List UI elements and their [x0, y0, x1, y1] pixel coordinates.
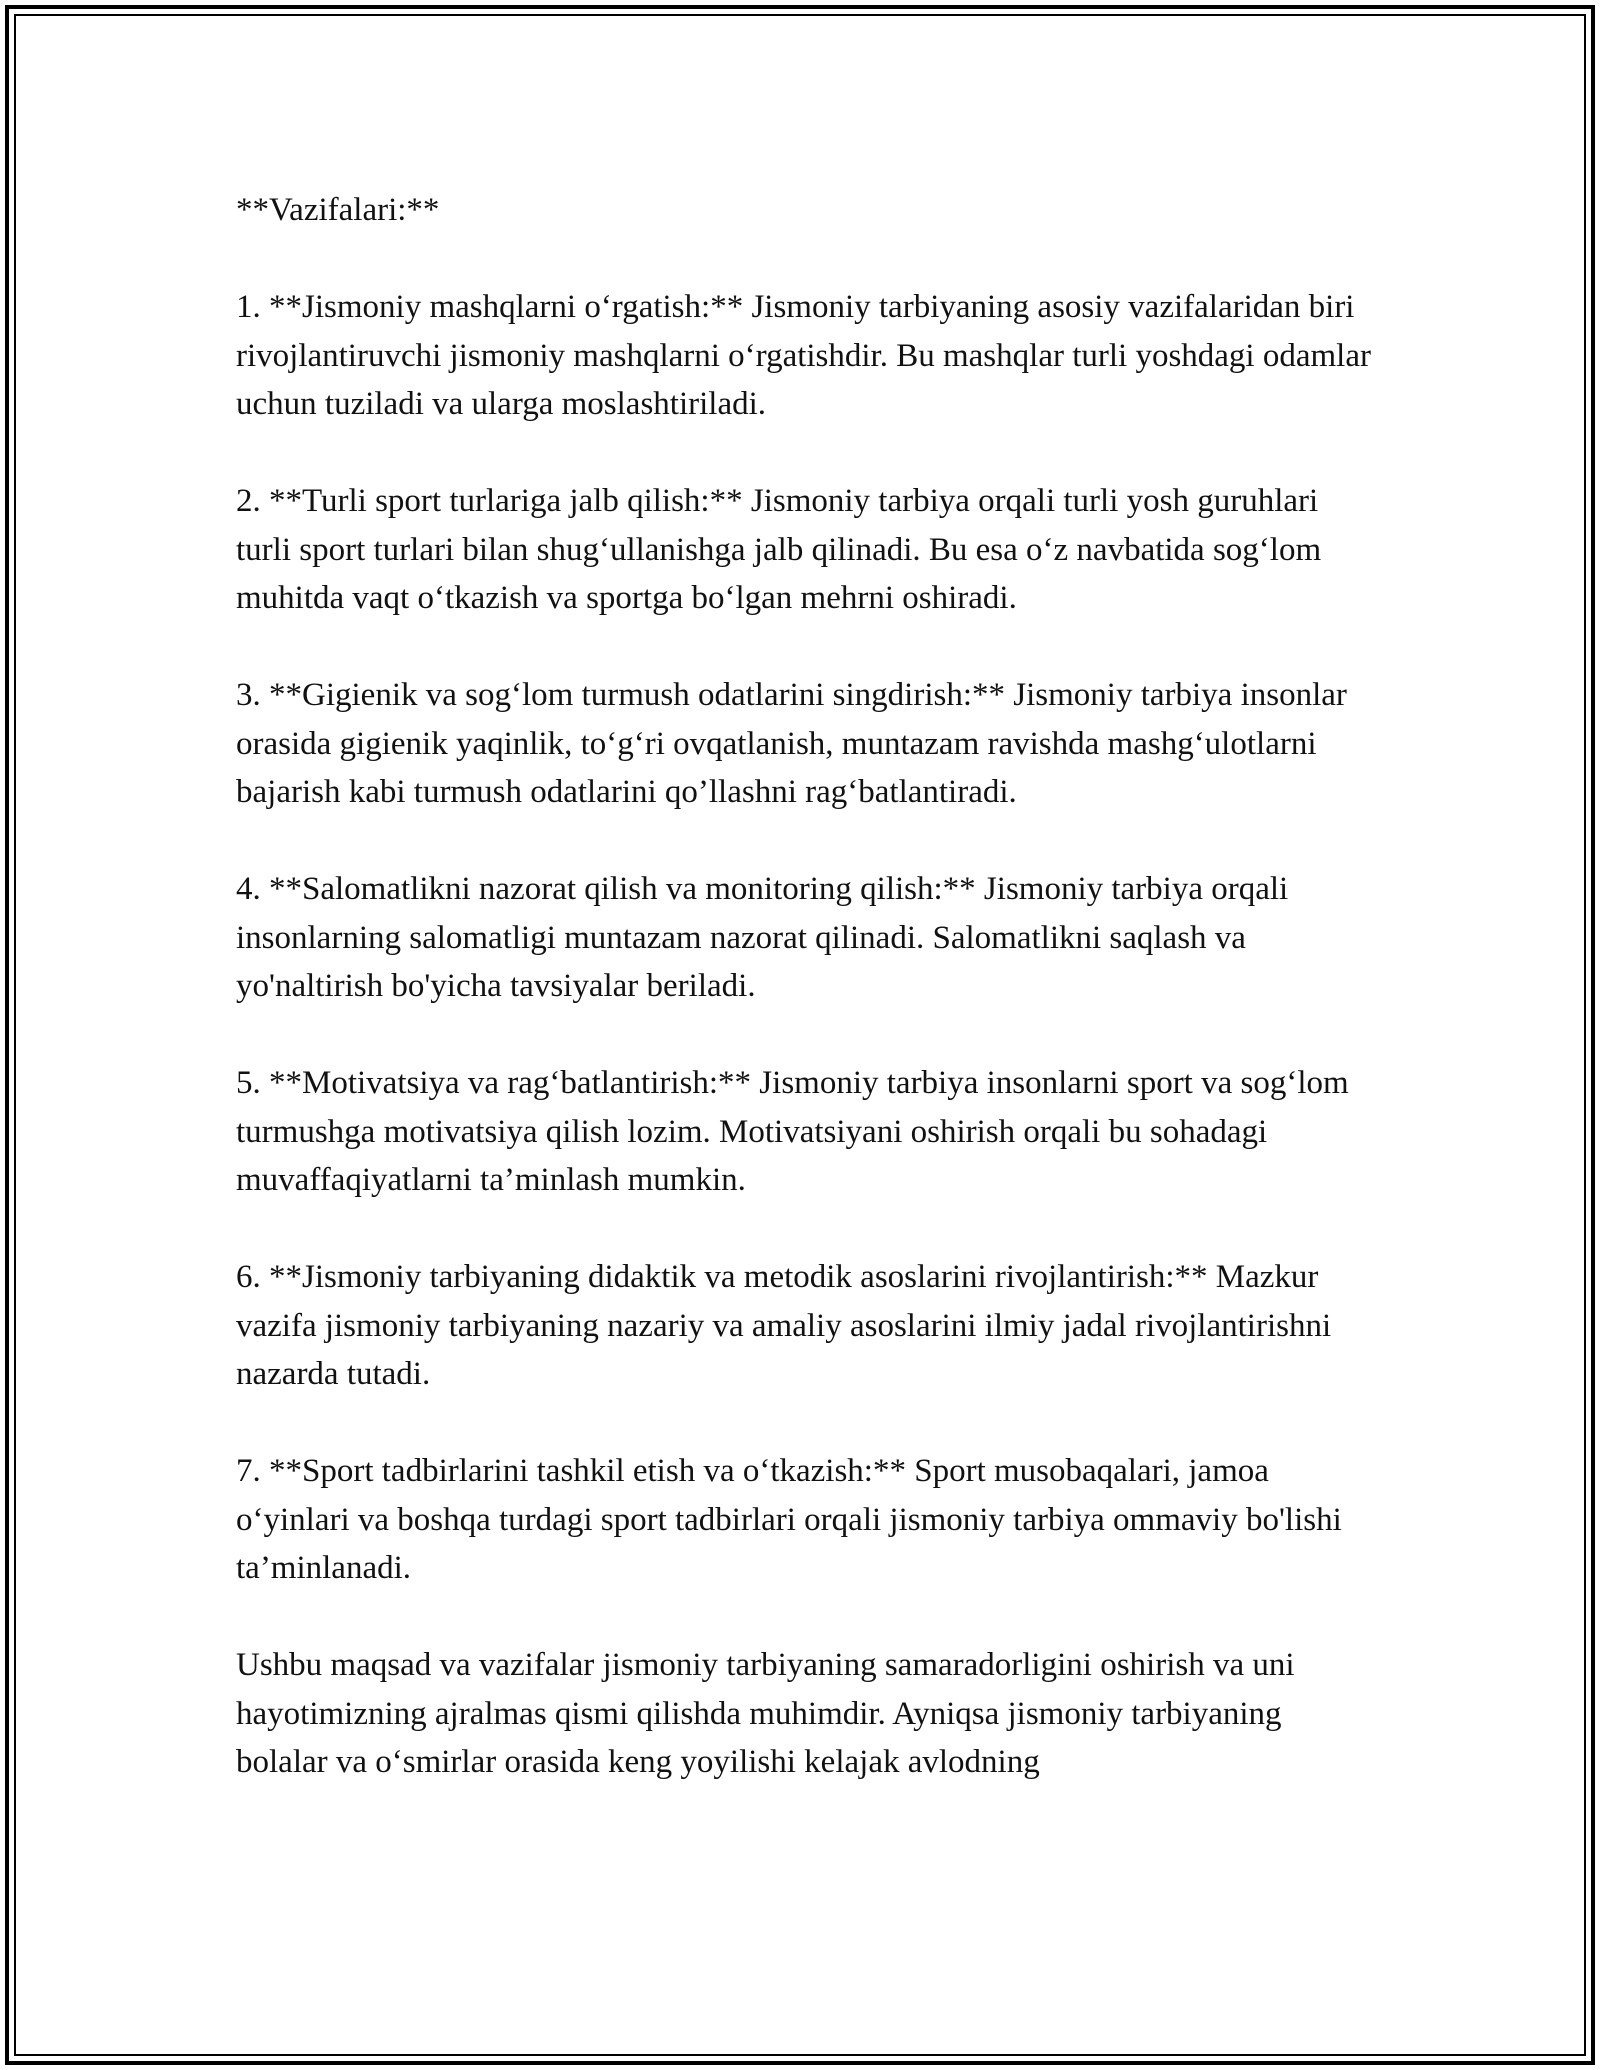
task-item-6: 6. **Jismoniy tarbiyaning didaktik va metodik asoslarini rivojlantirish:** Mazkur vazifa jismoniy tarbiyaning nazariy va amaliy asoslarini ilmiy jadal rivojlantirishni nazarda tutadi.: [236, 1259, 1332, 1392]
conclusion-paragraph: Ushbu maqsad va vazifalar jismoniy tarbiyaning samaradorligini oshirish va uni hayotimizning ajralmas qismi qilishda muhimdir. Ayniqsa jismoniy tarbiyaning bolalar va o‘smirlar orasida keng yoyilishi kelajak avlodning: [236, 1647, 1295, 1780]
task-item-7: 7. **Sport tadbirlarini tashkil etish va o‘tkazish:** Sport musobaqalari, jamoa o‘yinlari va boshqa turdagi sport tadbirlari orqali jismoniy tarbiya ommaviy bo'lishi ta’minlanadi.: [236, 1453, 1342, 1586]
task-item-1: 1. **Jismoniy mashqlarni o‘rgatish:** Jismoniy tarbiyaning asosiy vazifalaridan biri rivojlantiruvchi jismoniy mashqlarni o‘rgatishdir. Bu mashqlar turli yoshdagi odamlar uchun tuziladi va ularga moslashtiriladi.: [236, 289, 1371, 422]
section-heading: **Vazifalari:**: [236, 192, 440, 228]
task-item-2: 2. **Turli sport turlariga jalb qilish:** Jismoniy tarbiya orqali turli yosh guruhlari turli sport turlari bilan shug‘ullanishga jalb qilinadi. Bu esa o‘z navbatida sog‘lom muhitda vaqt o‘tkazish va sportga bo‘lgan mehrni oshiradi.: [236, 483, 1322, 616]
document-body: [236, 186, 1376, 1835]
task-item-5: 5. **Motivatsiya va rag‘batlantirish:** Jismoniy tarbiya insonlarni sport va sog‘lom turmushga motivatsiya qilish lozim. Motivatsiyani oshirish orqali bu sohadagi muvaffaqiyatlarni ta’minlash mumkin.: [236, 1065, 1349, 1198]
task-item-3: 3. **Gigienik va sog‘lom turmush odatlarini singdirish:** Jismoniy tarbiya insonlar orasida gigienik yaqinlik, to‘g‘ri ovqatlanish, muntazam ravishda mashg‘ulotlarni bajarish kabi turmush odatlarini qo’llashni rag‘batlantiradi.: [236, 677, 1347, 810]
task-item-4: 4. **Salomatlikni nazorat qilish va monitoring qilish:** Jismoniy tarbiya orqali insonlarning salomatligi muntazam nazorat qilinadi. Salomatlikni saqlash va yo'naltirish bo'yicha tavsiyalar beriladi.: [236, 871, 1289, 1004]
